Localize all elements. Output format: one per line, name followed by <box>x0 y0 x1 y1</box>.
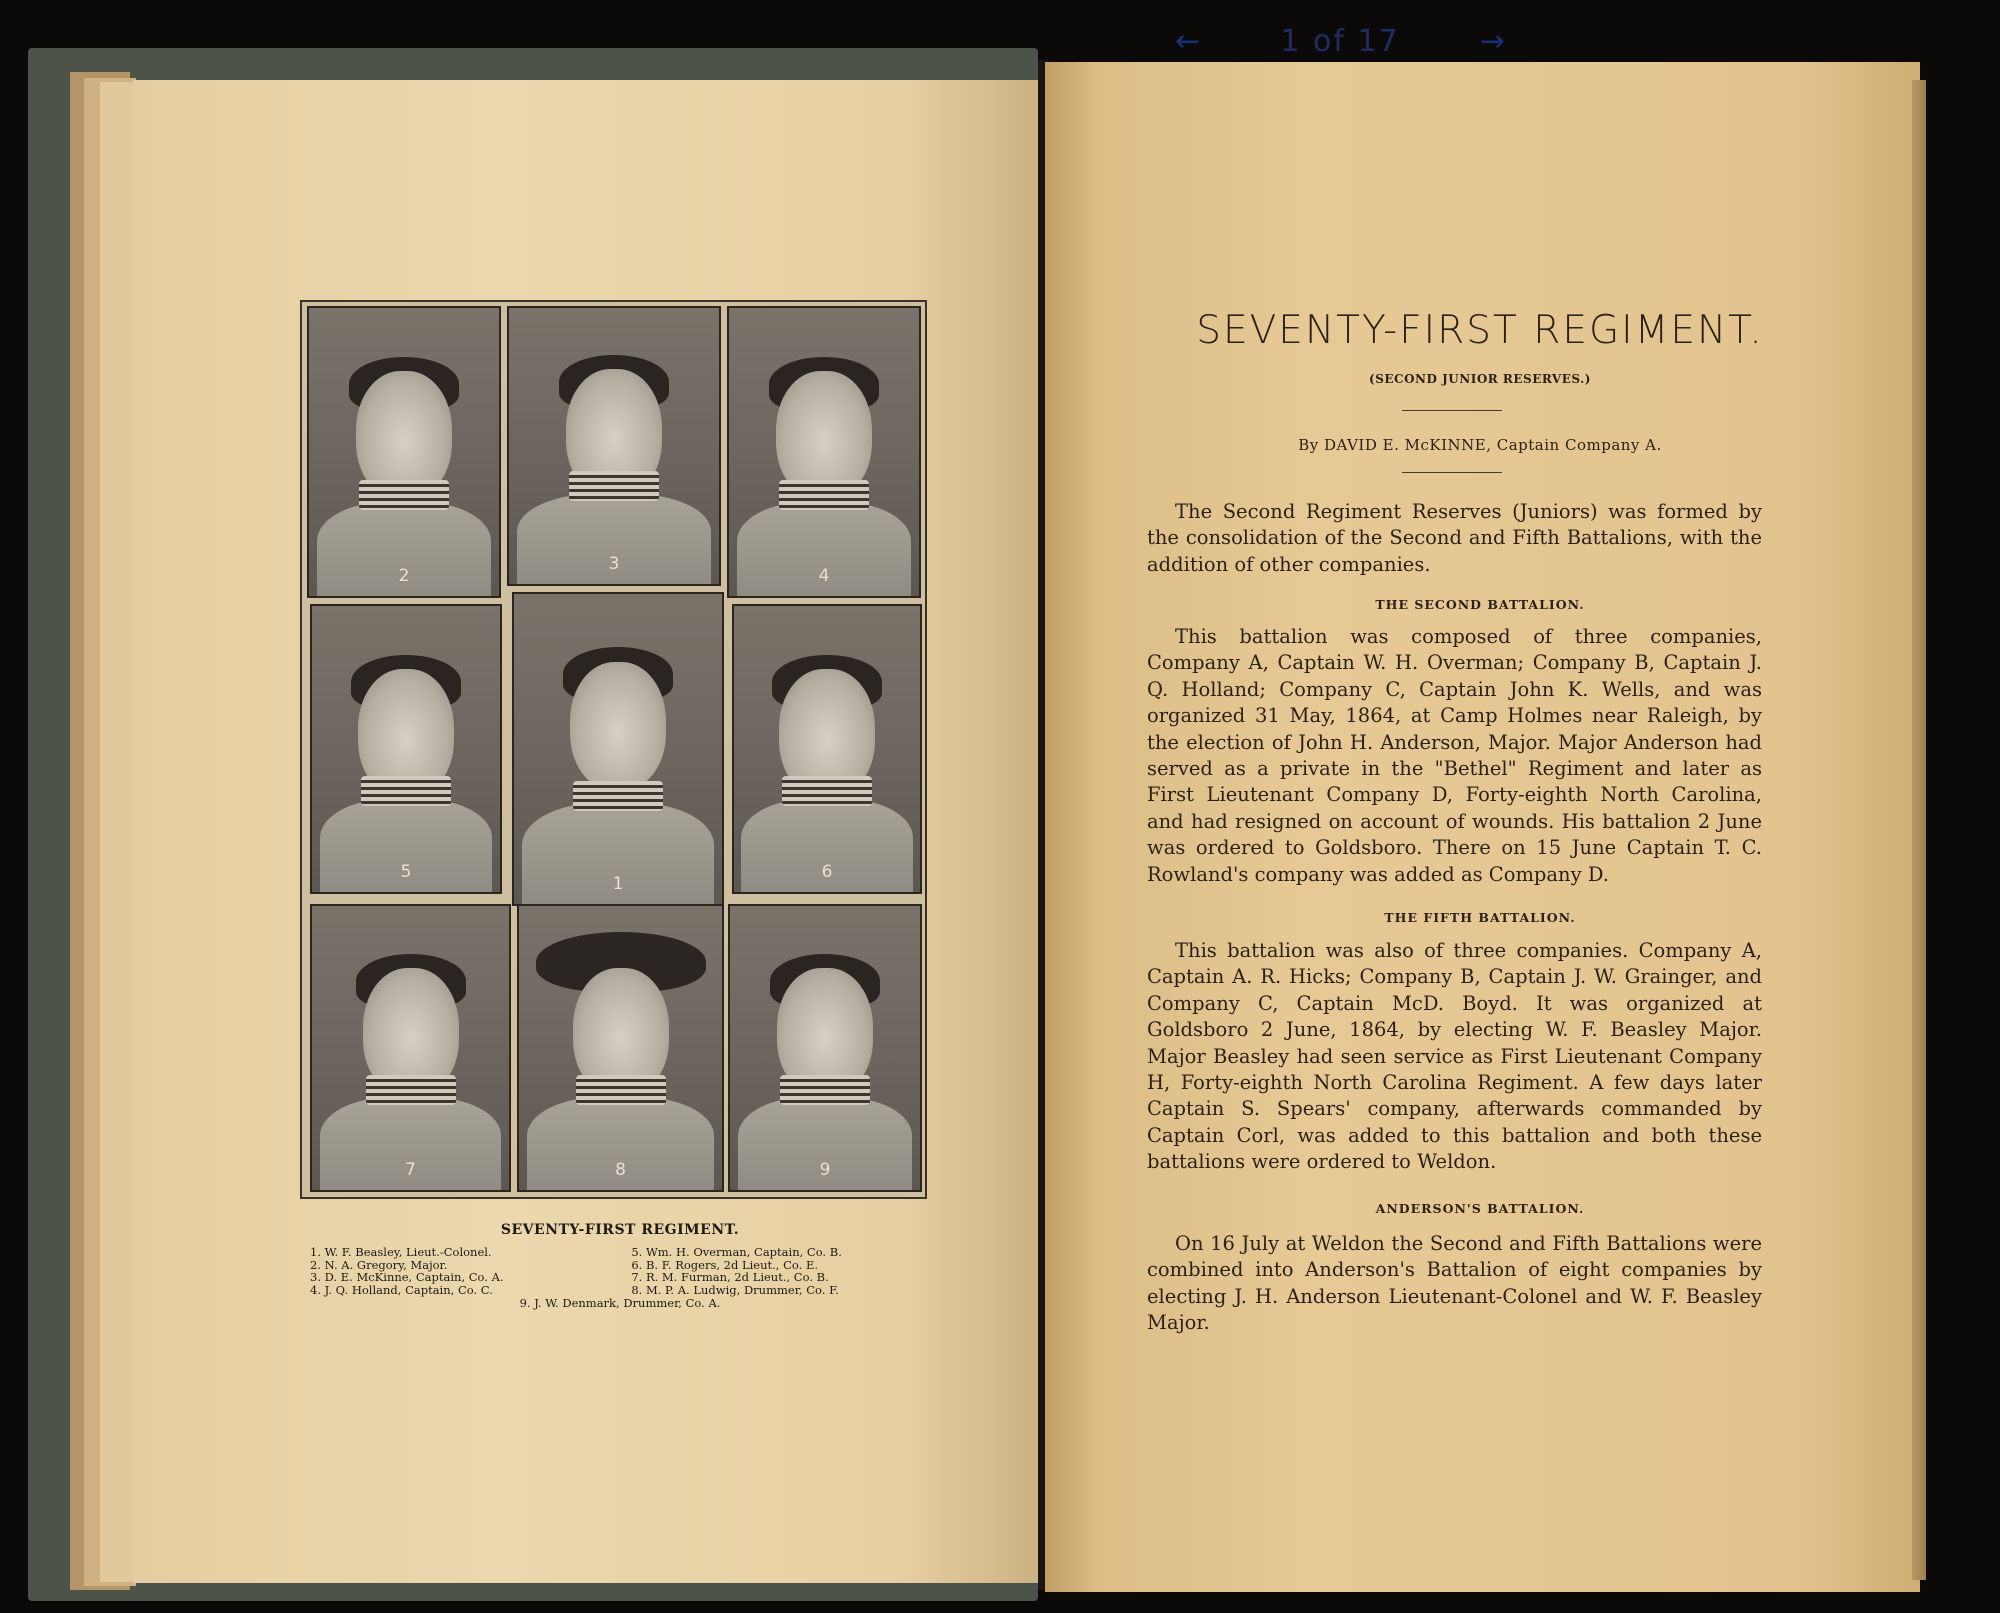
portrait-6 <box>732 604 922 894</box>
chapter-subtitle: (SECOND JUNIOR RESERVES.) <box>1369 372 1591 386</box>
intro-paragraph <box>1147 499 1762 578</box>
caption-entry: 8. M. P. A. Ludwig, Drummer, Co. F. <box>631 1282 839 1297</box>
page-indicator: 1 of 17 <box>1280 23 1400 59</box>
caption-entry: 5. Wm. H. Overman, Captain, Co. B. <box>631 1245 842 1259</box>
arrow-right-icon[interactable]: → <box>1479 23 1505 59</box>
portrait-number: 9 <box>819 1160 831 1180</box>
portrait-number: 1 <box>612 874 624 894</box>
caption-title: SEVENTY-FIRST REGIMENT. <box>500 1222 740 1238</box>
divider <box>1402 410 1502 411</box>
caption-entry: 2. N. A. Gregory, Major. <box>310 1257 448 1272</box>
portrait-number: 6 <box>821 862 833 882</box>
caption-entry: 6. B. F. Rogers, 2d Lieut., Co. E. <box>631 1257 818 1272</box>
portrait-number: 3 <box>608 554 620 574</box>
paragraph-text: The Second Regiment Reserves (Juniors) was formed by the consolidation of the Second and Fifth Battalions, with the addition of other companies. <box>1147 500 1762 576</box>
page-navigation <box>1175 20 1505 62</box>
arrow-left-icon[interactable]: ← <box>1175 23 1201 59</box>
caption-right-column <box>631 1246 940 1296</box>
divider <box>1402 472 1502 473</box>
portrait-9 <box>728 904 922 1192</box>
portrait-number: 5 <box>400 862 412 882</box>
chapter-title: SEVENTY-FIRST REGIMENT. <box>1196 308 1764 353</box>
portrait-4 <box>727 306 921 598</box>
caption-entry: 4. J. Q. Holland, Captain, Co. C. <box>310 1282 493 1297</box>
portrait-8 <box>517 904 724 1192</box>
caption-left-column <box>310 1246 619 1296</box>
paragraph-text: This battalion was composed of three companies, Company A, Captain W. H. Overman; Company B, Captain J. Q. Holland; Company C, Captain John K. Wells, and was organized 31 May, 1864, at Camp Holmes near Raleigh, by the election of John H. Anderson, Major. Major Anderson had served as a private in the "Bethel" Regiment and later as First Lieutenant Company D, Forty-eighth North Carolina, and had resigned on account of wounds. His battalion 2 June was ordered to Goldsboro. There on 15 June Captain T. C. Rowland's company was added as Company D. <box>1147 625 1762 886</box>
section-paragraph <box>1147 624 1762 888</box>
plate-caption <box>300 1222 940 1310</box>
portrait-1 <box>512 592 724 906</box>
section-heading: ANDERSON'S BATTALION. <box>1375 1201 1585 1216</box>
section-paragraph <box>1147 938 1762 1176</box>
section-paragraph <box>1147 1231 1762 1337</box>
caption-entry: 7. R. M. Furman, 2d Lieut., Co. B. <box>631 1270 829 1284</box>
portrait-2 <box>307 306 501 598</box>
portrait-7 <box>310 904 511 1192</box>
portrait-number: 4 <box>818 566 830 586</box>
paragraph-text: On 16 July at Weldon the Second and Fifth Battalions were combined into Anderson's Battalion of eight companies by electing J. H. Anderson Lieutenant-Colonel and W. F. Beasley Major. <box>1147 1232 1762 1335</box>
paragraph-text: This battalion was also of three companies. Company A, Captain A. R. Hicks; Company B, Captain J. W. Grainger, and Company C, Captain McD. Boyd. It was organized at Goldsboro 2 June, 1864, by electing W. F. Beasley Major. Major Beasley had seen service as First Lieutenant Company H, Forty-eighth North Carolina Regiment. A few days later Captain S. Spears' company, afterwards commanded by Captain Corl, was added to this battalion and both these battalions were ordered to Weldon. <box>1147 939 1762 1174</box>
caption-entry: 1. W. F. Beasley, Lieut.-Colonel. <box>310 1245 492 1259</box>
portrait-5 <box>310 604 502 894</box>
caption-entry: 3. D. E. McKinne, Captain, Co. A. <box>310 1270 504 1284</box>
portrait-number: 7 <box>405 1160 416 1180</box>
section-heading: THE SECOND BATTALION. <box>1375 597 1585 612</box>
portrait-number: 2 <box>398 566 410 586</box>
portrait-number: 8 <box>615 1160 626 1180</box>
author-byline: By DAVID E. McKINNE, Captain Company A. <box>1298 436 1662 454</box>
caption-entry: 9. J. W. Denmark, Drummer, Co. A. <box>519 1296 721 1310</box>
portrait-3 <box>507 306 721 586</box>
section-heading: THE FIFTH BATTALION. <box>1384 910 1576 925</box>
right-page-edges <box>1912 80 1926 1580</box>
